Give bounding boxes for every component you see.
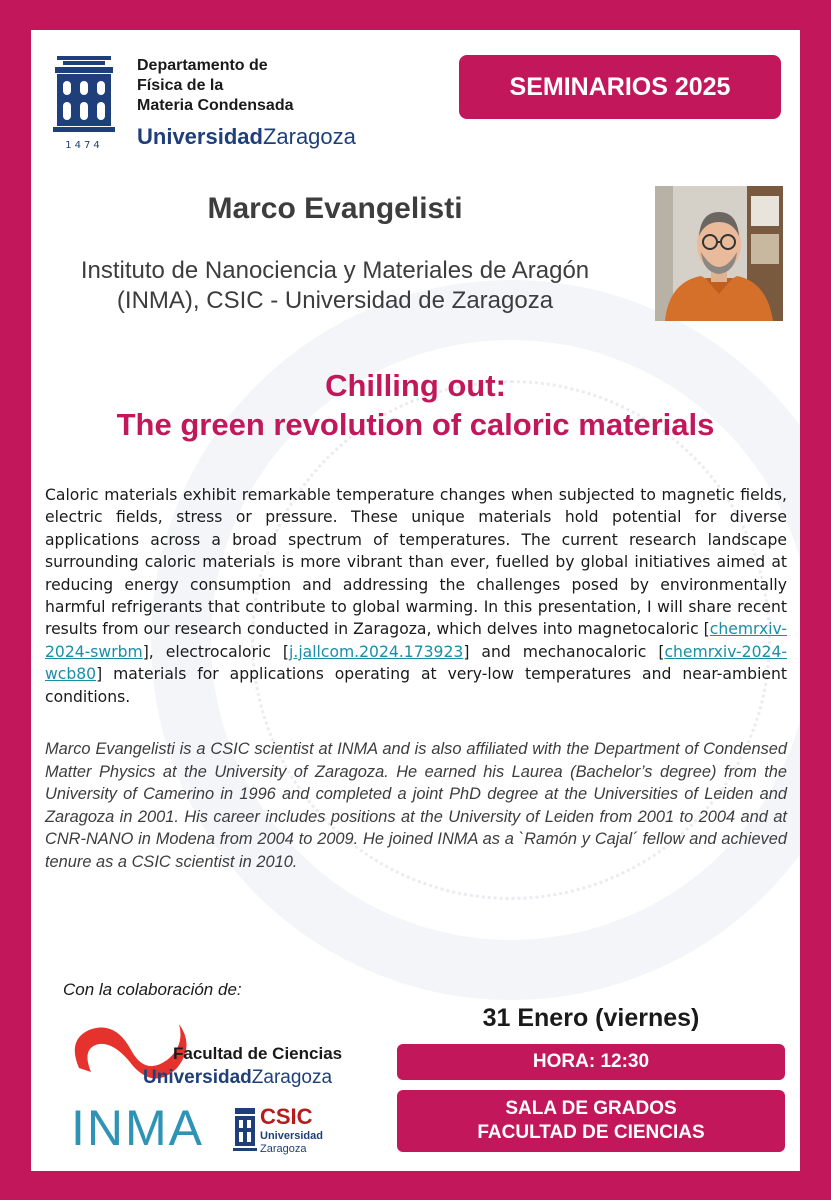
founded-year: 1474 [65, 140, 103, 151]
seminar-series-badge: SEMINARIOS 2025 [459, 55, 781, 119]
speaker-name: Marco Evangelisti [207, 192, 463, 225]
abstract-paragraph: Caloric materials exhibit remarkable temperature changes when subjected to magnetic fields, electric fields, stress or pressure. These unique materials hold potential for diverse applications across a broad spectrum of temperatures. The current research landscape surrounding caloric materials is more vibrant than ever, fuelled by global initiatives aimed at reducing energy consumption and addressing the challenges posed by environmentally harmful refrigerants that contribute to global warming. In this presentation, I will share recent results from our research conducted in Zaragoza, which delves into magnetocaloric [chemrxiv-2024-swrbm], electrocaloric [j.jallcom.2024.173923] and mechanocaloric [chemrxiv-2024-wcb80] materials for applications operating at very-low temperatures and near-ambient conditions. [45, 486, 787, 706]
university-seal-logo [53, 54, 115, 154]
location-line-2: FACULTAD DE CIENCIAS [477, 1122, 705, 1143]
faculty-name: Facultad de Ciencias [173, 1044, 343, 1063]
talk-title: Chilling out: The green revolution of caloric materials [116, 368, 715, 442]
speaker-bio: Marco Evangelisti is a CSIC scientist at INMA and is also affiliated with the Department of Condensed Matter Physics at the University of Zaragoza. He earned his Laurea (Bachelor’s degree) from the University of Camerino in 1996 and completed a joint PhD degree at the Universities of Leiden and Zaragoza in 2001. His career includes positions at the University of Leiden from 2001 to 2004 and at CNR-NANO in Modena from 2004 to 2009. He joined INMA as a `Ramón y Cajal´ fellow and achieved tenure as a CSIC scientist in 2010. [45, 740, 787, 871]
event-location-badge [397, 1090, 785, 1152]
reference-link-swrbm[interactable]: chemrxiv-2024-swrbm [45, 620, 787, 661]
collaboration-label: Con la colaboración de: [63, 980, 242, 999]
event-time-badge: HORA: 12:30 [397, 1044, 785, 1080]
csic-shield-logo [233, 1106, 257, 1158]
department-name: Departamento de Física de la Materia Condensada [137, 57, 294, 114]
reference-link-jallcom[interactable]: j.jallcom.2024.173923 [289, 642, 464, 661]
csic-logo-text: CSIC [260, 1104, 313, 1129]
csic-zaragoza-text: Zaragoza [260, 1143, 307, 1155]
csic-university-text: Universidad [260, 1130, 323, 1142]
speaker-affiliation: Instituto de Nanociencia y Materiales de Aragón (INMA), CSIC - Universidad de Zaragoza [80, 257, 590, 314]
location-line-1: SALA DE GRADOS [505, 1098, 677, 1119]
inma-logo: INMA [71, 1100, 204, 1156]
poster [31, 30, 800, 1171]
university-wordmark: UniversidadZaragoza [137, 124, 356, 149]
reference-link-wcb80[interactable]: chemrxiv-2024-wcb80 [45, 642, 787, 684]
event-date: 31 Enero (viernes) [482, 1004, 700, 1032]
speaker-photo [655, 186, 783, 321]
faculty-university-wordmark: UniversidadZaragoza [143, 1067, 333, 1088]
